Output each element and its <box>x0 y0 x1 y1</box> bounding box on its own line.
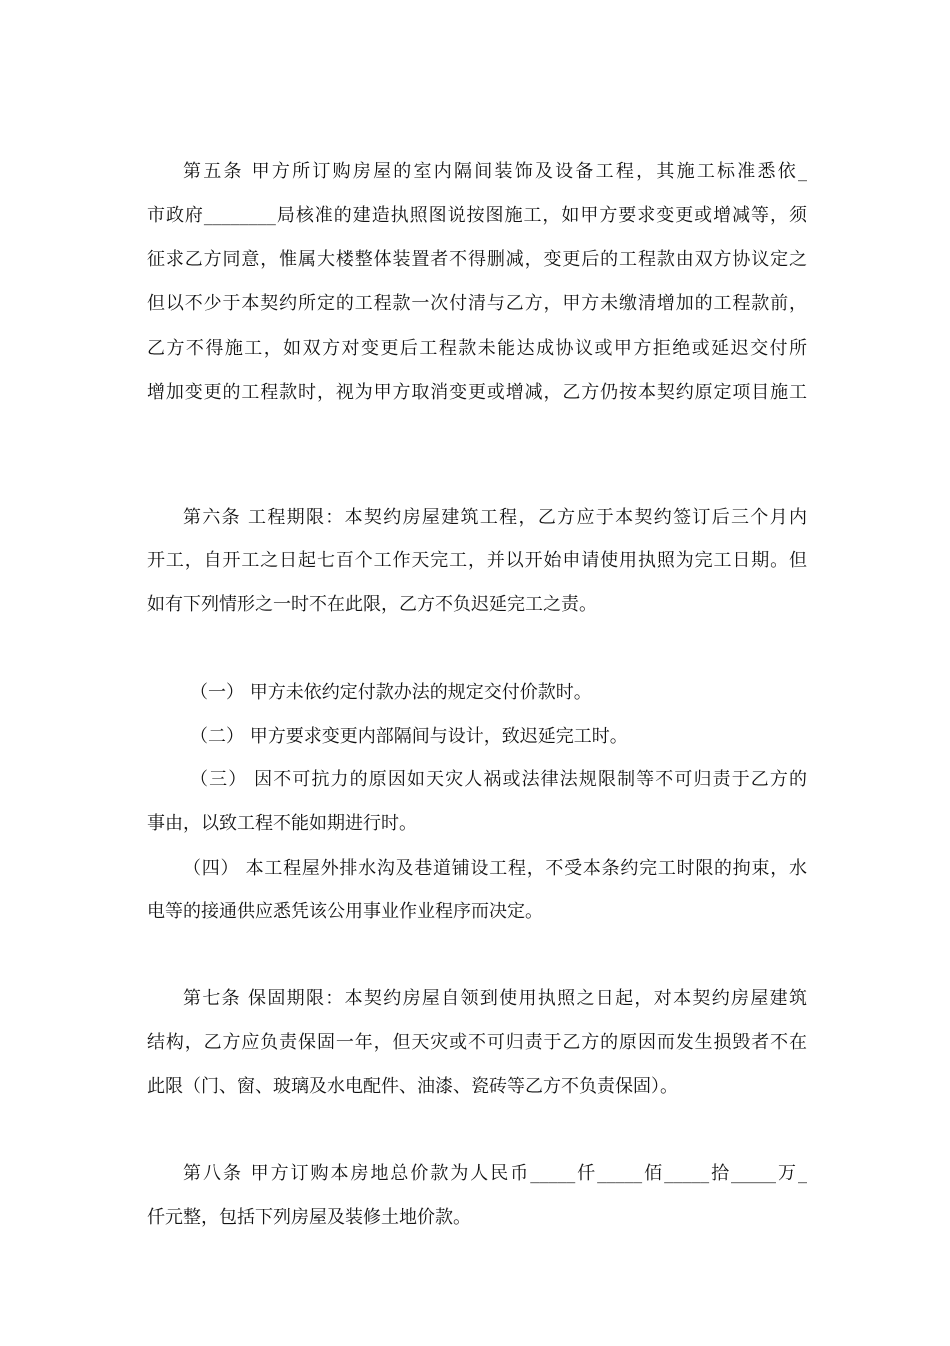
article6-line-2: 开工，自开工之日起七百个工作天完工，并以开始申请使用执照为完工日期。但 <box>147 550 807 571</box>
article6-item-2: （二） 甲方要求变更内部隔间与设计，致迟延完工时。 <box>190 726 628 747</box>
article6-item-3: （三） 因不可抗力的原因如天灾人祸或法律法规限制等不可归责于乙方的 <box>190 769 807 790</box>
article5-line-4: 但以不少于本契约所定的工程款一次付清与乙方，甲方未缴清增加的工程款前， <box>147 293 807 314</box>
article6-item-3-cont: 事由，以致工程不能如期进行时。 <box>147 813 417 834</box>
article5-line-1: 第五条 甲方所订购房屋的室内隔间装饰及设备工程，其施工标准悉依_ <box>183 161 807 182</box>
article7-line-2: 结构，乙方应负责保固一年，但天灾或不可归责于乙方的原因而发生损毁者不在 <box>147 1032 807 1053</box>
article6-item-4-cont: 电等的接通供应悉凭该公用事业作业程序而决定。 <box>147 901 543 922</box>
article8-line-1: 第八条 甲方订购本房地总价款为人民币_____仟_____佰_____拾_____万_ <box>183 1163 807 1184</box>
article5-line-5: 乙方不得施工，如双方对变更后工程款未能达成协议或甲方拒绝或延迟交付所 <box>147 338 807 359</box>
article5-line-3: 征求乙方同意，惟属大楼整体装置者不得删减，变更后的工程款由双方协议定之 <box>147 249 807 270</box>
article7-line-3: 此限（门、窗、玻璃及水电配件、油漆、瓷砖等乙方不负责保固）。 <box>147 1076 678 1097</box>
article7-line-1: 第七条 保固期限：本契约房屋自领到使用执照之日起，对本契约房屋建筑 <box>183 988 807 1009</box>
article5-line-6: 增加变更的工程款时，视为甲方取消变更或增减，乙方仍按本契约原定项目施工 <box>147 382 807 403</box>
article8-line-2: 仟元整，包括下列房屋及装修土地价款。 <box>147 1207 471 1228</box>
article6-item-1: （一） 甲方未依约定付款办法的规定交付价款时。 <box>190 682 592 703</box>
article6-item-4: （四） 本工程屋外排水沟及巷道铺设工程，不受本条约完工时限的拘束，水 <box>183 858 807 879</box>
article6-line-3: 如有下列情形之一时不在此限，乙方不负迟延完工之责。 <box>147 594 597 615</box>
article6-line-1: 第六条 工程期限：本契约房屋建筑工程，乙方应于本契约签订后三个月内 <box>183 507 807 528</box>
article5-line-2: 市政府________局核准的建造执照图说按图施工，如甲方要求变更或增减等，须 <box>147 205 807 226</box>
